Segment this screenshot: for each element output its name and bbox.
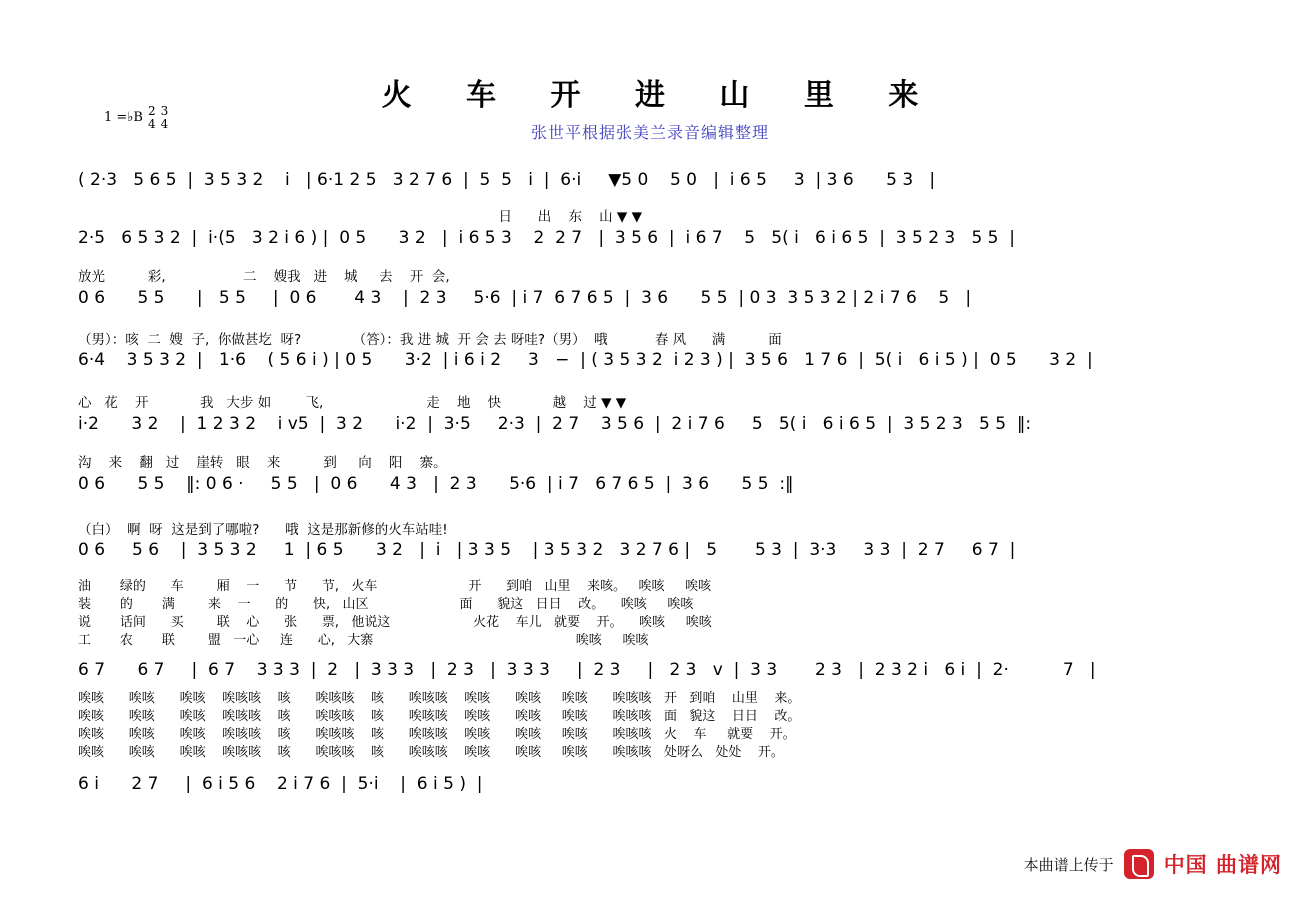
note-row: i·2 3 2 | 1 2 3 2 i ⅴ5 | 3 2 i·2 | 3·5 2·3 | 2 7 3 5 6 | 2 i 7 6 5 5( i 6 i 6 5 | 3 5 2 3 5 5 ‖: [78, 414, 1032, 434]
lyric-line: 沟 来 翻 过 崖转 眼 来 到 向 阳 寨。 [78, 455, 447, 471]
spoken-dialogue-line: （白） 啊 呀 这是到了哪啦? 哦 这是那新修的火车站哇! [78, 522, 448, 538]
verse-line: 唉咳 唉咳 唉咳 唉咳咳 咳 唉咳咳 咳 唉咳咳 唉咳 唉咳 唉咳 唉咳咳 火 车 就要 开。 [78, 727, 796, 742]
staff-system-1 [78, 168, 1238, 192]
time-signature-b [161, 105, 169, 130]
time-signature-a-denominator: 4 [147, 117, 156, 131]
verse-line: 油 绿的 车 厢 一 节 节, 火车 开 到咱 山里 来咳。 唉咳 唉咳 [78, 579, 712, 594]
verse-line: 说 话间 买 联 心 张 票, 他说这 火花 车儿 就要 开。 唉咳 唉咳 [78, 615, 712, 630]
verse-block-2 [78, 690, 1238, 762]
time-signature-a-numerator: 2 [147, 104, 156, 118]
note-row: 0 6 5 6 | 3 5 3 2 1 | 6 5 3 2 | i | 3 3 5 | 3 5 3 2 3 2 7 6 | 5 5 3 | 3·3 3 3 | 2 7 6 7 | [78, 540, 1016, 560]
note-row: 0 6 5 5 | 5 5 | 0 6 4 3 | 2 3 5·6 | i 7 6 7 6 5 | 3 6 5 5 | 0 3 3 5 3 2 | 2 i 7 6 5 | [78, 288, 972, 308]
note-row: 6 i 2 7 | 6 i 5 6 2 i 7 6 | 5·i | 6 i 5 ) | [78, 774, 483, 794]
note-row: 6 7 6 7 | 6 7 3 3 3 | 2 | 3 3 3 | 2 3 | 3 3 3 | 2 3 | 2 3 ⅴ | 3 3 2 3 | 2 3 2 i 6 i | 2· 7 | [78, 660, 1096, 680]
site-logo-icon [1124, 849, 1154, 879]
verse-line: 唉咳 唉咳 唉咳 唉咳咳 咳 唉咳咳 咳 唉咳咳 唉咳 唉咳 唉咳 唉咳咳 面 貌这 日日 改。 [78, 709, 801, 724]
footer-text: 本曲谱上传于 [1023, 855, 1114, 874]
verse-line: 工 农 联 盟 一心 连 心, 大寨 唉咳 唉咳 [78, 633, 649, 648]
verse-line: 装 的 满 来 一 的 快, 山区 面 貌这 日日 改。 唉咳 唉咳 [78, 597, 694, 612]
staff-system-4 [78, 328, 1238, 372]
composer-credit: 张世平根据张美兰录音编辑整理 [530, 123, 769, 142]
verse-block-1 [78, 578, 1238, 650]
staff-system-9 [78, 772, 1238, 796]
verse-line: 唉咳 唉咳 唉咳 唉咳咳 咳 唉咳咳 咳 唉咳咳 唉咳 唉咳 唉咳 唉咳咳 处呀么 处处 开。 [78, 745, 784, 760]
time-signature-b-numerator: 3 [160, 104, 169, 118]
staff-system-2 [78, 208, 1238, 250]
staff-system-3 [78, 268, 1238, 310]
lyric-line: 日 出 东 山 ▼ ▼ [78, 209, 642, 225]
note-row: 0 6 5 5 ‖: 0 6 · 5 5 | 0 6 4 3 | 2 3 5·6 | i 7 6 7 6 5 | 3 6 5 5 :‖ [78, 474, 794, 494]
site-brand-name: 中国 曲谱网 [1163, 852, 1282, 877]
time-signature-b-denominator: 4 [160, 117, 169, 131]
key-and-time-signature [104, 105, 168, 130]
key-signature: 1 =♭B [104, 110, 143, 125]
time-signature-a [148, 105, 156, 130]
footer-watermark [1024, 849, 1282, 879]
page-title: 火 车 开 进 山 里 来 [381, 78, 941, 113]
lyric-line: 心 花 开 我 大步 如 飞, 走 地 快 越 过 ▼ ▼ [78, 395, 627, 411]
staff-system-5 [78, 394, 1238, 436]
note-row: 2·5 6 5 3 2 | i·(5 3 2 i 6 ) | 0 5 3 2 | i 6 5 3 2 2 7 | 3 5 6 | i 6 7 5 5( i 6 i 6 5 | 3 5 2 3 5 5 | [78, 228, 1016, 248]
staff-system-7 [78, 518, 1238, 562]
spoken-dialogue-line: （男）：咳 二 嫂 子, 你做甚圪 呀? （答）：我 进 城 开 会 去 呀哇?（男） 哦 春 风 满 面 [78, 332, 782, 348]
lyric-line: 放光 彩, 二 嫂我 进 城 去 开 会, [78, 269, 450, 285]
staff-system-8 [78, 658, 1238, 682]
staff-system-6 [78, 454, 1238, 496]
note-row: 6·4 3 5 3 2 | 1·6 ( 5 6 i ) | 0 5 3·2 | i 6 i 2 3 − | ( 3 5 3 2 i 2 3 ) | 3 5 6 1 7 6 | 5( i 6 i 5 ) | 0 5 3 2 | [78, 350, 1093, 370]
verse-line: 唉咳 唉咳 唉咳 唉咳咳 咳 唉咳咳 咳 唉咳咳 唉咳 唉咳 唉咳 唉咳咳 开 到咱 山里 来。 [78, 691, 801, 706]
note-row: ( 2·3 5 6 5 | 3 5 3 2 i | 6·1 2 5 3 2 7 6 | 5 5 i | 6·i ▼5 0 5 0 | i 6 5 3 | 3 6 5 3 | [78, 170, 936, 190]
